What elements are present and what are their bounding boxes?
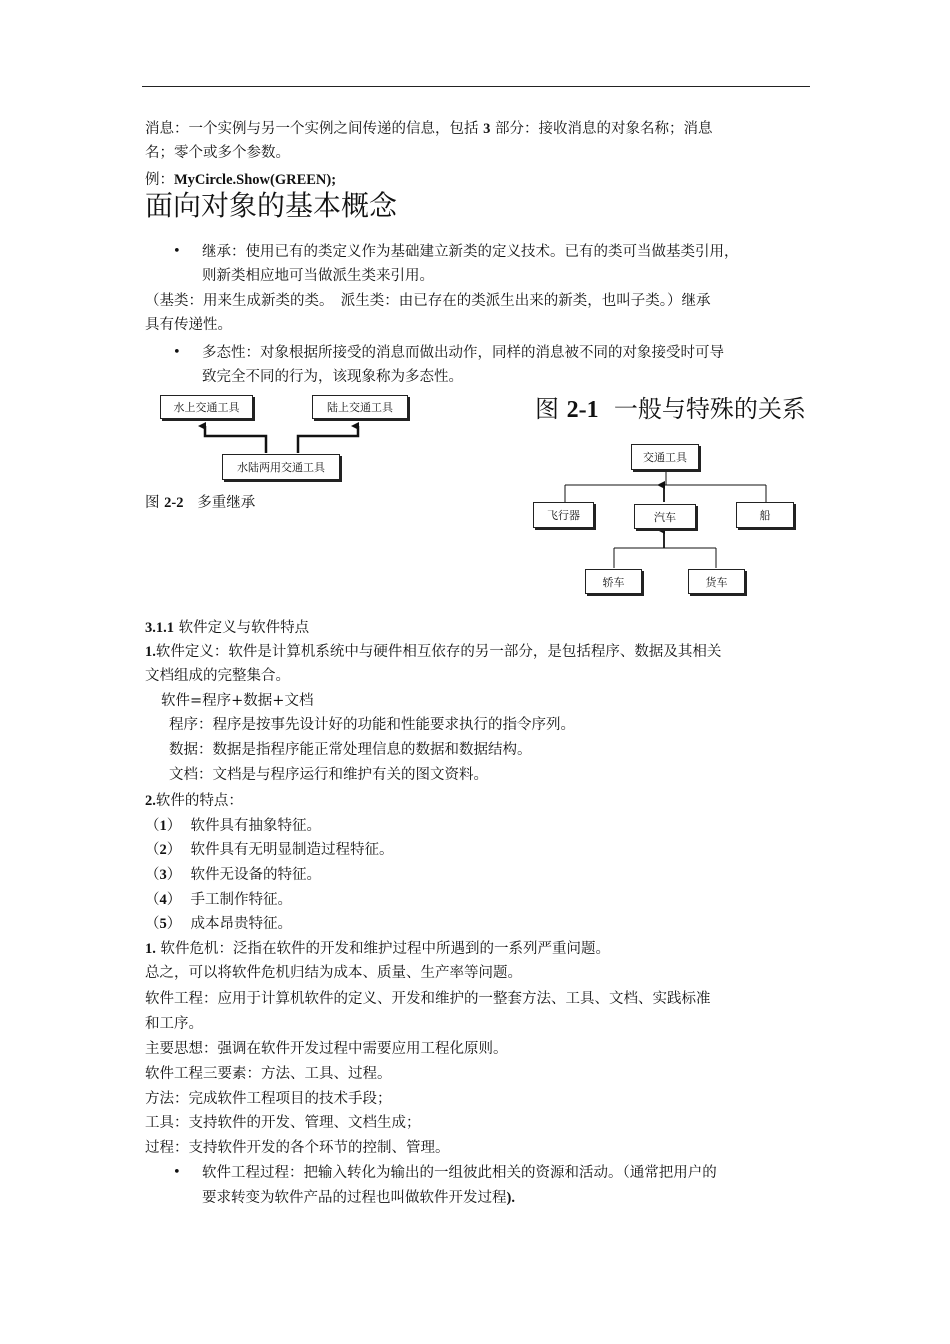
software-feature-item: （4） 手工制作特征。 [145,892,292,908]
fig22-box-water-vehicle: 水上交通工具 [160,395,253,419]
example-line: 例：MyCircle.Show(GREEN); [145,172,337,188]
fig21-box-aircraft: 飞行器 [533,502,594,528]
bullet-polymorphism: • [173,345,181,360]
software-tool: 工具：支持软件的开发、管理、文档生成； [145,1115,421,1131]
polymorphism-line-2: 致完全不同的行为，该现象称为多态性。 [202,369,463,385]
software-crisis-summary: 总之，可以将软件危机归结为成本、质量、生产率等问题。 [145,965,522,981]
software-method: 方法：完成软件工程项目的技术手段； [145,1091,392,1107]
software-data: 数据：数据是指程序能正常处理信息的数据和数据结构。 [169,742,532,758]
software-definition-2: 文档组成的完整集合。 [145,668,290,684]
inheritance-note-2: 具有传递性。 [145,317,232,333]
message-line-2: 名；零个或多个参数。 [145,145,290,161]
software-process: 过程：支持软件开发的各个环节的控制、管理。 [145,1140,450,1156]
section-title: 面向对象的基本概念 [145,189,398,222]
software-feature-item: （1） 软件具有抽象特征。 [145,818,321,834]
fig21-box-sedan: 轿车 [585,569,642,594]
inheritance-line-1: 继承：使用已有的类定义作为基础建立新类的定义技术。已有的类可当做基类引用， [202,244,739,260]
bullet-inheritance: • [173,244,181,259]
software-main-idea: 主要思想：强调在软件开发过程中需要应用工程化原则。 [145,1041,508,1057]
fig21-box-car: 汽车 [634,504,696,529]
fig21-title: 图 2-1 一般与特殊的关系 [535,395,806,423]
fig21-box-vehicle: 交通工具 [631,444,699,470]
fig22-box-amphibious-vehicle: 水陆两用交通工具 [222,454,340,480]
fig22-connectors [205,426,358,453]
software-feature-item: （5） 成本昂贵特征。 [145,916,292,932]
software-formula: 软件=程序+数据+文档 [161,693,314,709]
engineering-process-line-2: 要求转变为软件产品的过程也叫做软件开发过程). [202,1190,515,1206]
inheritance-note-1: （基类：用来生成新类的类。 派生类：由已存在的类派生出来的新类，也叫子类。）继承 [145,293,711,309]
software-feature-item: （2） 软件具有无明显制造过程特征。 [145,842,394,858]
software-definition-1: 1.软件定义：软件是计算机系统中与硬件相互依存的另一部分，是包括程序、数据及其相关 [145,644,722,660]
software-engineering-2: 和工序。 [145,1016,203,1032]
software-feature-item: （3） 软件无设备的特征。 [145,867,321,883]
software-program: 程序：程序是按事先设计好的功能和性能要求执行的指令序列。 [169,717,575,733]
fig21-box-ship: 船 [736,502,794,528]
software-crisis: 1. 软件危机：泛指在软件的开发和维护过程中所遇到的一系列严重问题。 [145,941,610,957]
inheritance-line-2: 则新类相应地可当做派生类来引用。 [202,268,434,284]
fig22-caption: 图 2-2 多重继承 [145,495,256,511]
bullet-engineering-process: • [173,1165,181,1180]
polymorphism-line-1: 多态性：对象根据所接受的消息而做出动作，同样的消息被不同的对象接受时可导 [202,345,724,361]
fig21-box-truck: 货车 [688,569,745,594]
engineering-process-line-1: 软件工程过程：把输入转化为输出的一组彼此相关的资源和活动。（通常把用户的 [202,1165,717,1181]
fig21-connectors [565,472,766,502]
message-line-1: 消息：一个实例与另一个实例之间传递的信息，包括 3 部分：接收消息的对象名称；消息 [145,121,713,137]
software-features-heading: 2.软件的特点： [145,793,243,809]
software-doc: 文档：文档是与程序运行和维护有关的图文资料。 [169,767,488,783]
software-three-elements: 软件工程三要素：方法、工具、过程。 [145,1066,392,1082]
fig22-box-land-vehicle: 陆上交通工具 [312,395,408,419]
software-heading: 3.1.1 软件定义与软件特点 [145,620,310,636]
software-engineering-1: 软件工程：应用于计算机软件的定义、开发和维护的一整套方法、工具、文档、实践标准 [145,991,711,1007]
